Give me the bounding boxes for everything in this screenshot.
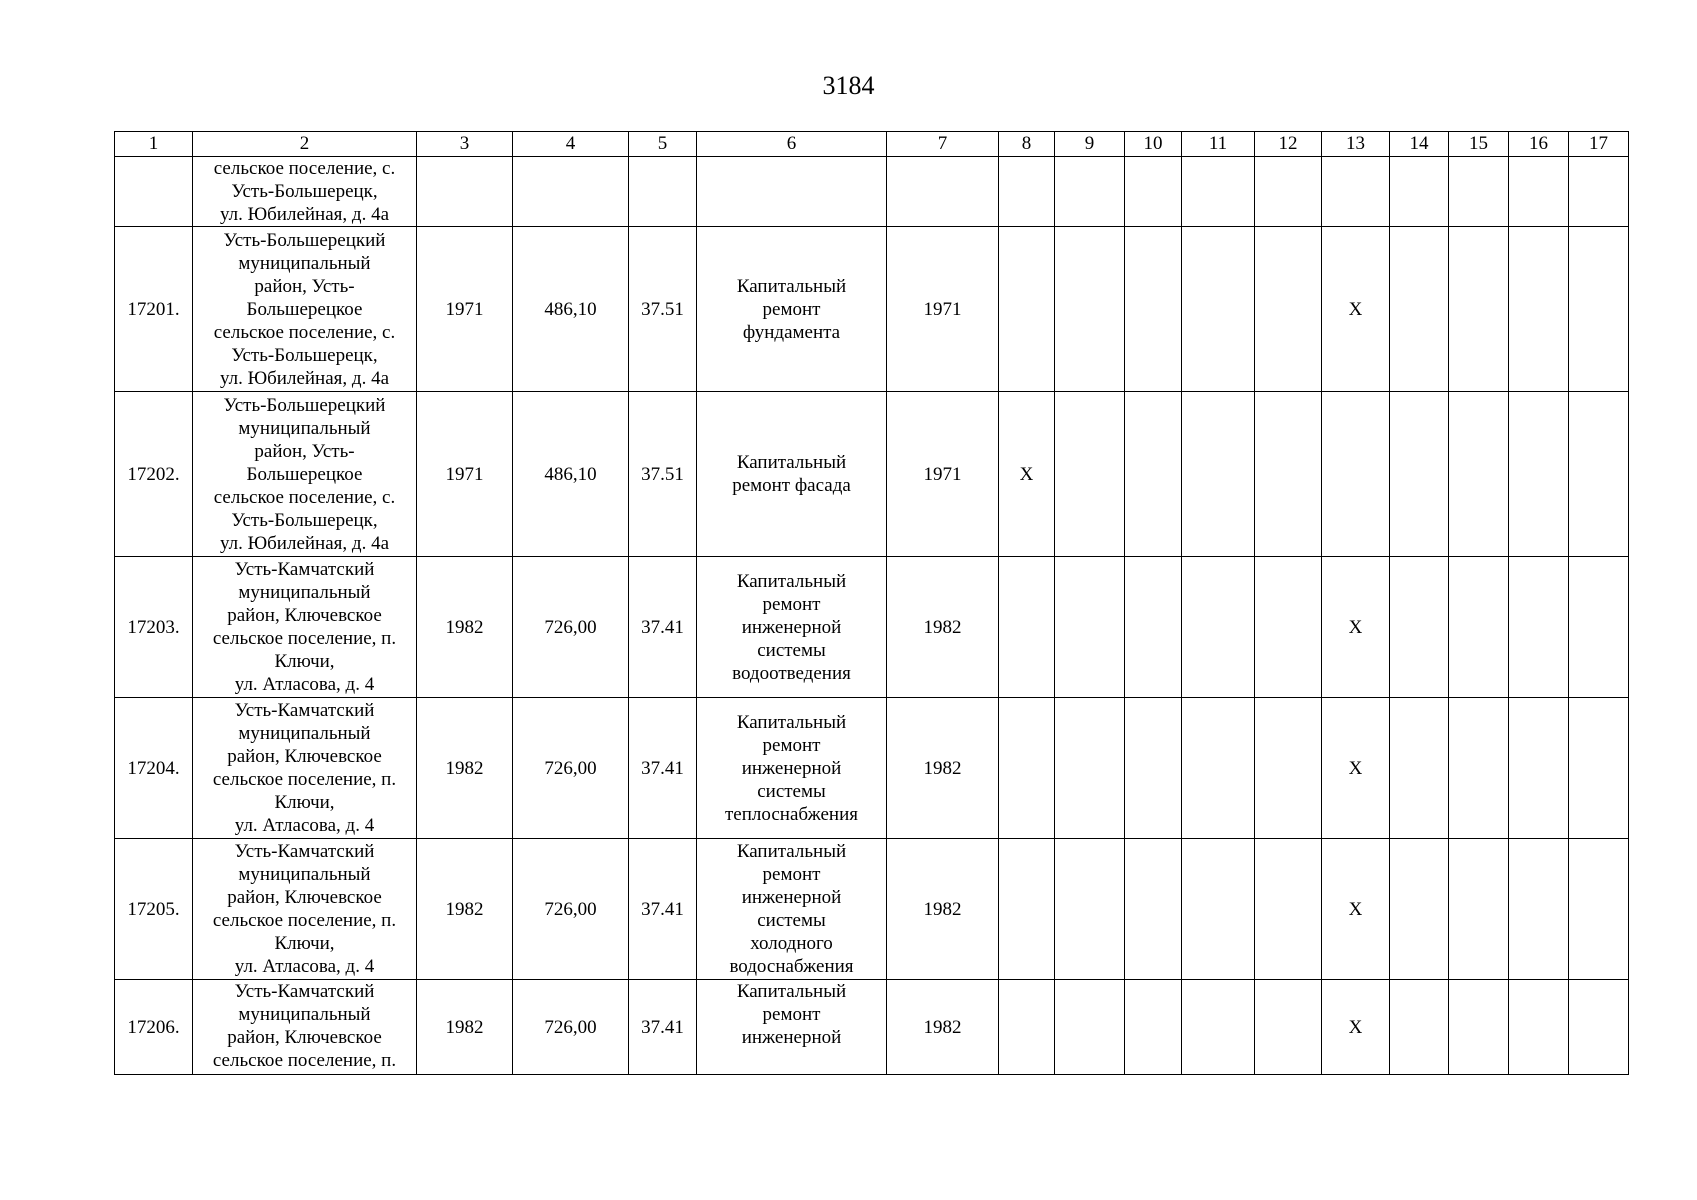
year-cell: 1982: [887, 557, 999, 698]
mark-cell-col-15: [1449, 839, 1509, 980]
mark-cell-col-11: [1182, 557, 1255, 698]
mark-cell-col-13: [1322, 157, 1390, 227]
build-year-cell: 1982: [417, 980, 513, 1075]
page-number: 3184: [822, 71, 875, 100]
mark-cell-col-14: [1390, 227, 1449, 392]
work-type-cell: Капитальный ремонт фасада: [697, 392, 887, 557]
mark-cell-col-15: [1449, 227, 1509, 392]
row-number-cell: 17205.: [115, 839, 193, 980]
table-row: [115, 392, 1629, 557]
mark-cell-col-11: [1182, 392, 1255, 557]
mark-cell-col-8: [999, 157, 1055, 227]
year-cell: 1982: [887, 980, 999, 1075]
column-header: 10: [1125, 132, 1182, 157]
area-cell: 726,00: [513, 839, 629, 980]
mark-cell-col-17: [1569, 392, 1629, 557]
mark-cell-col-9: [1055, 157, 1125, 227]
address-cell: сельское поселение, с. Усть-Большерецк, ул. Юбилейная, д. 4а: [193, 157, 417, 227]
mark-cell-col-17: [1569, 157, 1629, 227]
area-cell: 486,10: [513, 227, 629, 392]
build-year-cell: 1982: [417, 557, 513, 698]
row-number-cell: 17204.: [115, 698, 193, 839]
mark-cell-col-15: [1449, 557, 1509, 698]
row-number-cell: 17203.: [115, 557, 193, 698]
mark-cell-col-9: [1055, 839, 1125, 980]
column-header: 5: [629, 132, 697, 157]
table-row: [115, 557, 1629, 698]
mark-cell-col-11: [1182, 157, 1255, 227]
row-number-cell: 17206.: [115, 980, 193, 1075]
table-row: [115, 839, 1629, 980]
mark-cell-col-14: [1390, 698, 1449, 839]
code-cell: 37.41: [629, 557, 697, 698]
mark-cell-col-14: [1390, 557, 1449, 698]
mark-cell-col-8: [999, 980, 1055, 1075]
mark-cell-col-13: X: [1322, 557, 1390, 698]
code-cell: 37.41: [629, 980, 697, 1075]
area-cell: 726,00: [513, 980, 629, 1075]
column-header: 11: [1182, 132, 1255, 157]
work-type-cell: Капитальный ремонт инженерной системы теплоснабжения: [697, 698, 887, 839]
table-row: [115, 698, 1629, 839]
mark-cell-col-14: [1390, 392, 1449, 557]
mark-cell-col-15: [1449, 980, 1509, 1075]
column-header: 17: [1569, 132, 1629, 157]
column-header: 6: [697, 132, 887, 157]
mark-cell-col-13: X: [1322, 980, 1390, 1075]
address-cell: Усть-Камчатский муниципальный район, Ключевское сельское поселение, п.: [193, 980, 417, 1075]
work-type-cell: Капитальный ремонт инженерной системы холодного водоснабжения: [697, 839, 887, 980]
address-cell: Усть-Камчатский муниципальный район, Ключевское сельское поселение, п. Ключи, ул. Атласова, д. 4: [193, 557, 417, 698]
row-number-cell: 17202.: [115, 392, 193, 557]
mark-cell-col-13: X: [1322, 839, 1390, 980]
code-cell: 37.41: [629, 698, 697, 839]
mark-cell-col-16: [1509, 557, 1569, 698]
mark-cell-col-12: [1255, 157, 1322, 227]
mark-cell-col-12: [1255, 557, 1322, 698]
column-header: 8: [999, 132, 1055, 157]
mark-cell-col-11: [1182, 698, 1255, 839]
mark-cell-col-10: [1125, 557, 1182, 698]
mark-cell-col-15: [1449, 392, 1509, 557]
work-type-cell: Капитальный ремонт фундамента: [697, 227, 887, 392]
mark-cell-col-9: [1055, 392, 1125, 557]
mark-cell-col-9: [1055, 227, 1125, 392]
area-cell: 486,10: [513, 392, 629, 557]
year-cell: 1982: [887, 839, 999, 980]
build-year-cell: 1971: [417, 227, 513, 392]
mark-cell-col-9: [1055, 557, 1125, 698]
column-header: 4: [513, 132, 629, 157]
address-cell: Усть-Большерецкий муниципальный район, Усть- Большерецкое сельское поселение, с. Усть-Большерецк, ул. Юбилейная, д. 4а: [193, 227, 417, 392]
build-year-cell: 1982: [417, 839, 513, 980]
address-cell: Усть-Большерецкий муниципальный район, Усть- Большерецкое сельское поселение, с. Усть-Большерецк, ул. Юбилейная, д. 4а: [193, 392, 417, 557]
mark-cell-col-10: [1125, 839, 1182, 980]
mark-cell-col-17: [1569, 839, 1629, 980]
column-header: 9: [1055, 132, 1125, 157]
mark-cell-col-10: [1125, 227, 1182, 392]
column-header: 16: [1509, 132, 1569, 157]
year-cell: 1971: [887, 392, 999, 557]
table-row: [115, 227, 1629, 392]
mark-cell-col-12: [1255, 227, 1322, 392]
area-cell: 726,00: [513, 557, 629, 698]
mark-cell-col-17: [1569, 557, 1629, 698]
build-year-cell: 1982: [417, 698, 513, 839]
mark-cell-col-16: [1509, 157, 1569, 227]
year-cell: 1982: [887, 698, 999, 839]
mark-cell-col-13: X: [1322, 227, 1390, 392]
mark-cell-col-17: [1569, 980, 1629, 1075]
address-cell: Усть-Камчатский муниципальный район, Ключевское сельское поселение, п. Ключи, ул. Атласова, д. 4: [193, 839, 417, 980]
mark-cell-col-17: [1569, 698, 1629, 839]
mark-cell-col-17: [1569, 227, 1629, 392]
code-cell: 37.51: [629, 392, 697, 557]
mark-cell-col-8: [999, 839, 1055, 980]
mark-cell-col-11: [1182, 227, 1255, 392]
code-cell: [629, 157, 697, 227]
column-header: 1: [115, 132, 193, 157]
table-row: [115, 157, 1629, 227]
mark-cell-col-8: [999, 698, 1055, 839]
work-type-cell: Капитальный ремонт инженерной: [697, 980, 887, 1075]
row-number-cell: [115, 157, 193, 227]
mark-cell-col-16: [1509, 698, 1569, 839]
row-number-cell: 17201.: [115, 227, 193, 392]
column-header: 15: [1449, 132, 1509, 157]
build-year-cell: [417, 157, 513, 227]
mark-cell-col-12: [1255, 698, 1322, 839]
column-header: 14: [1390, 132, 1449, 157]
mark-cell-col-12: [1255, 392, 1322, 557]
work-type-cell: Капитальный ремонт инженерной системы водоотведения: [697, 557, 887, 698]
mark-cell-col-13: X: [1322, 698, 1390, 839]
mark-cell-col-10: [1125, 698, 1182, 839]
mark-cell-col-16: [1509, 980, 1569, 1075]
mark-cell-col-14: [1390, 157, 1449, 227]
mark-cell-col-8: X: [999, 392, 1055, 557]
mark-cell-col-9: [1055, 980, 1125, 1075]
mark-cell-col-10: [1125, 392, 1182, 557]
mark-cell-col-9: [1055, 698, 1125, 839]
mark-cell-col-12: [1255, 980, 1322, 1075]
work-type-cell: [697, 157, 887, 227]
mark-cell-col-10: [1125, 980, 1182, 1075]
column-header: 7: [887, 132, 999, 157]
mark-cell-col-15: [1449, 698, 1509, 839]
mark-cell-col-8: [999, 227, 1055, 392]
build-year-cell: 1971: [417, 392, 513, 557]
mark-cell-col-14: [1390, 839, 1449, 980]
year-cell: [887, 157, 999, 227]
year-cell: 1971: [887, 227, 999, 392]
table-header-row: [115, 132, 1629, 157]
mark-cell-col-12: [1255, 839, 1322, 980]
mark-cell-col-11: [1182, 980, 1255, 1075]
mark-cell-col-11: [1182, 839, 1255, 980]
mark-cell-col-15: [1449, 157, 1509, 227]
mark-cell-col-16: [1509, 839, 1569, 980]
address-cell: Усть-Камчатский муниципальный район, Ключевское сельское поселение, п. Ключи, ул. Атласова, д. 4: [193, 698, 417, 839]
code-cell: 37.41: [629, 839, 697, 980]
mark-cell-col-8: [999, 557, 1055, 698]
mark-cell-col-16: [1509, 392, 1569, 557]
mark-cell-col-10: [1125, 157, 1182, 227]
column-header: 3: [417, 132, 513, 157]
column-header: 13: [1322, 132, 1390, 157]
table-row: [115, 980, 1629, 1075]
area-cell: [513, 157, 629, 227]
repair-schedule-table: [114, 131, 1629, 1075]
mark-cell-col-14: [1390, 980, 1449, 1075]
mark-cell-col-13: [1322, 392, 1390, 557]
column-header: 2: [193, 132, 417, 157]
column-header: 12: [1255, 132, 1322, 157]
mark-cell-col-16: [1509, 227, 1569, 392]
code-cell: 37.51: [629, 227, 697, 392]
area-cell: 726,00: [513, 698, 629, 839]
